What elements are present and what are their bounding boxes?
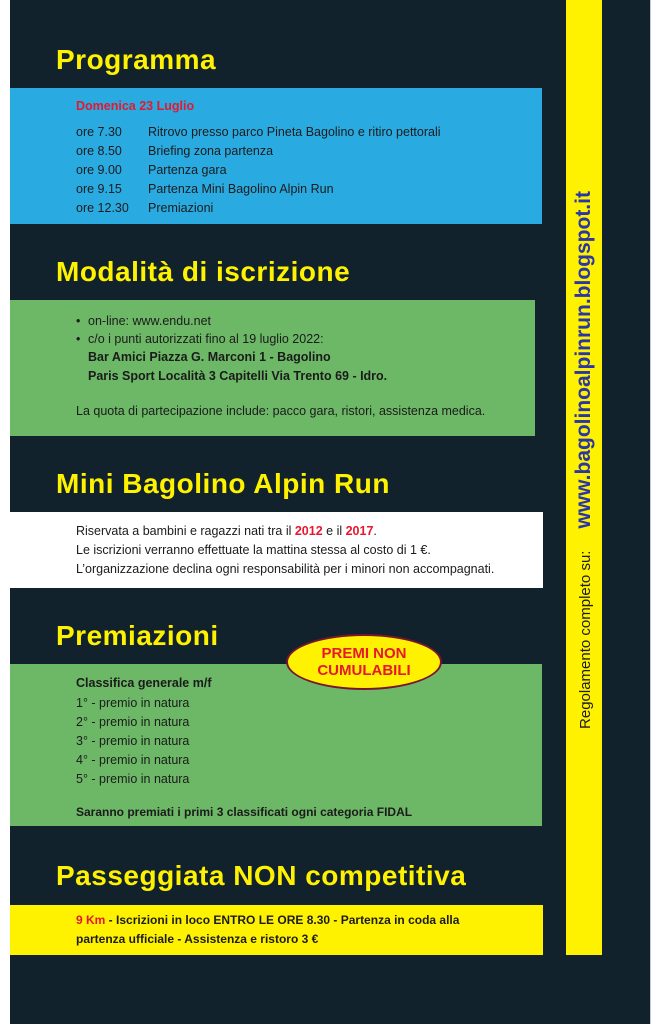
passeggiata-heading: Passeggiata NON competitiva xyxy=(56,860,467,891)
prize-item: 4° - premio in natura xyxy=(76,753,190,767)
bullet-icon: • xyxy=(76,314,81,328)
iscrizione-note: La quota di partecipazione include: pacco gara, ristori, assistenza medica. xyxy=(76,404,486,418)
programma-heading: Programma xyxy=(56,44,217,75)
schedule-time: ore 8.50 xyxy=(76,144,122,158)
schedule-time: ore 7.30 xyxy=(76,125,122,139)
sidebar-text xyxy=(572,191,596,729)
schedule-event: Briefing zona partenza xyxy=(148,144,274,158)
mini-year-from: 2012 xyxy=(294,524,323,538)
classifica-label: Classifica generale m/f xyxy=(76,676,212,690)
premiazioni-heading: Premiazioni xyxy=(56,620,219,651)
badge-line-2: CUMULABILI xyxy=(317,662,411,679)
schedule-event: Ritrovo presso parco Pineta Bagolino e ritiro pettorali xyxy=(148,125,441,139)
schedule-time: ore 9.15 xyxy=(76,182,122,196)
schedule-time: ore 9.00 xyxy=(76,163,122,177)
premiazioni-box xyxy=(10,664,542,826)
mini-heading: Mini Bagolino Alpin Run xyxy=(56,468,390,499)
prize-item: 5° - premio in natura xyxy=(76,772,190,786)
mini-line-2: Le iscrizioni verranno effettuate la mattina stessa al costo di 1 €. xyxy=(76,543,431,557)
mini-line-1-c: . xyxy=(373,524,377,538)
passeggiata-box xyxy=(10,905,543,955)
prize-item: 1° - premio in natura xyxy=(76,696,190,710)
passeggiata-line-1 xyxy=(76,913,459,927)
premiazioni-footer: Saranno premiati i primi 3 classificati ogni categoria FIDAL xyxy=(76,805,413,819)
mini-line-3: L’organizzazione declina ogni responsabilità per i minori non accompagnati. xyxy=(76,562,495,576)
programma-box xyxy=(10,88,542,224)
iscrizione-heading: Modalità di iscrizione xyxy=(56,256,351,287)
prize-item: 2° - premio in natura xyxy=(76,715,190,729)
iscrizione-box xyxy=(10,300,535,436)
premi-non-cumulabili-badge xyxy=(286,634,442,690)
iscrizione-punti: c/o i punti autorizzati fino al 19 luglio 2022: xyxy=(88,332,324,346)
mini-line-1-b: e il xyxy=(322,524,346,538)
iscrizione-point: Bar Amici Piazza G. Marconi 1 - Bagolino xyxy=(88,350,331,364)
flyer xyxy=(10,0,650,1024)
right-crop-line xyxy=(650,0,651,1024)
mini-box xyxy=(10,512,543,588)
schedule-time: ore 12.30 xyxy=(76,201,129,215)
passeggiata-line-1-rest: - Iscrizioni in loco ENTRO LE ORE 8.30 - Partenza in coda alla xyxy=(105,913,460,927)
programma-date: Domenica 23 Luglio xyxy=(76,99,195,113)
schedule-event: Premiazioni xyxy=(148,201,214,215)
iscrizione-online: on-line: www.endu.net xyxy=(88,314,211,328)
schedule-event: Partenza Mini Bagolino Alpin Run xyxy=(148,182,334,196)
mini-year-to: 2017 xyxy=(345,524,374,538)
schedule-event: Partenza gara xyxy=(148,163,227,177)
passeggiata-line-2: partenza ufficiale - Assistenza e ristoro 3 € xyxy=(76,932,319,946)
blog-url-link[interactable]: www.bagolinoalpinrun.blogspot.it xyxy=(572,191,595,529)
mini-line-1 xyxy=(76,524,377,538)
badge-line-1: PREMI NON xyxy=(321,645,407,662)
regolamento-label: Regolamento completo su: xyxy=(577,550,594,729)
bullet-icon: • xyxy=(76,332,81,346)
passeggiata-km: 9 Km xyxy=(76,913,106,927)
prize-item: 3° - premio in natura xyxy=(76,734,190,748)
mini-line-1-a: Riservata a bambini e ragazzi nati tra il xyxy=(76,524,295,538)
iscrizione-point: Paris Sport Località 3 Capitelli Via Trento 69 - Idro. xyxy=(88,369,388,383)
